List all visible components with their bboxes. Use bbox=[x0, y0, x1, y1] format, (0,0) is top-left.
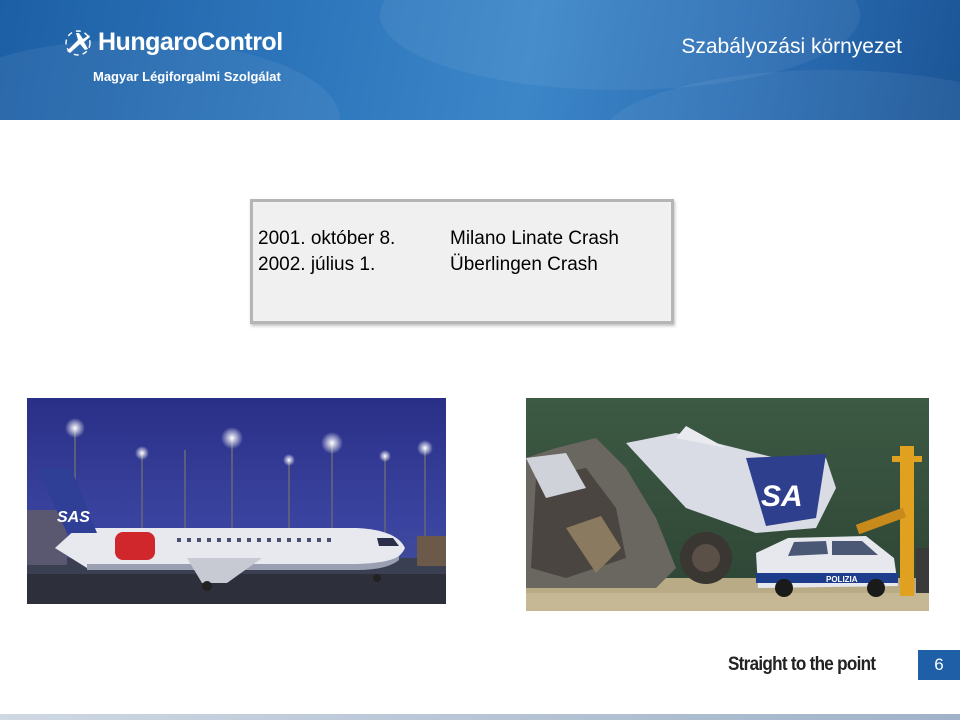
event-name: Überlingen Crash bbox=[450, 254, 598, 275]
aircraft-logo-icon bbox=[64, 29, 92, 57]
tail-logo-text: SA bbox=[761, 480, 803, 513]
event-name: Milano Linate Crash bbox=[450, 228, 619, 249]
brand-name: HungaroControl bbox=[98, 28, 283, 56]
footer-slogan: Straight to the point bbox=[728, 654, 876, 675]
brand-subtitle: Magyar Légiforgalmi Szolgálat bbox=[93, 69, 281, 84]
page-title: Szabályozási környezet bbox=[681, 35, 902, 58]
wreckage-photo bbox=[526, 398, 929, 611]
tail-logo-text: SAS bbox=[57, 509, 90, 526]
event-date: 2002. július 1. bbox=[258, 254, 376, 275]
sas-aircraft-photo bbox=[27, 398, 446, 604]
bottom-divider bbox=[0, 714, 960, 720]
page-number: 6 bbox=[918, 650, 960, 680]
header-banner bbox=[0, 0, 960, 120]
police-car-text: POLIZIA bbox=[826, 575, 858, 584]
events-box bbox=[250, 199, 674, 324]
event-date: 2001. október 8. bbox=[258, 228, 396, 249]
brand-logo bbox=[64, 28, 283, 57]
